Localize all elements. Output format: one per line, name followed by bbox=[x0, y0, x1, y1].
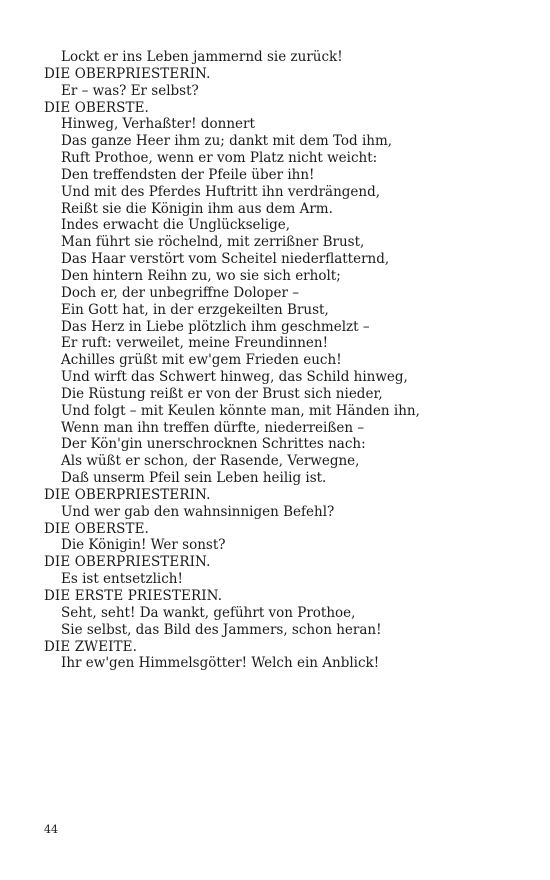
verse-line: Ruft Prothoe, wenn er vom Platz nicht weicht: bbox=[61, 150, 378, 167]
verse-line: Die Rüstung reißt er von der Brust sich nieder, bbox=[61, 385, 383, 402]
verse-line: Den treffendsten der Pfeile über ihn! bbox=[61, 166, 315, 183]
verse-line: Sie selbst, das Bild des Jammers, schon heran! bbox=[61, 621, 382, 638]
speaker-name: DIE OBERPRIESTERIN. bbox=[44, 486, 211, 503]
verse-line: Das Herz in Liebe plötzlich ihm geschmelzt – bbox=[61, 318, 370, 335]
verse-line: Seht, seht! Da wankt, geführt von Prothoe, bbox=[61, 604, 356, 621]
verse-line: Er – was? Er selbst? bbox=[61, 82, 199, 99]
verse-line: Ein Gott hat, in der erzgekeilten Brust, bbox=[61, 301, 329, 318]
verse-line: Indes erwacht die Unglückselige, bbox=[61, 217, 291, 234]
verse-line: Wenn man ihn treffen dürfte, niederreißen – bbox=[61, 419, 365, 436]
verse-line: Und wirft das Schwert hinweg, das Schild hinweg, bbox=[61, 369, 408, 386]
verse-line: Den hintern Reihn zu, wo sie sich erholt; bbox=[61, 267, 341, 284]
verse-line: Hinweg, Verhaßter! donnert bbox=[61, 116, 255, 133]
speaker-name: DIE OBERPRIESTERIN. bbox=[44, 554, 211, 571]
verse-line: Doch er, der unbegriffne Doloper – bbox=[61, 284, 299, 301]
verse-line: Und folgt – mit Keulen könnte man, mit Händen ihn, bbox=[61, 402, 420, 419]
speaker-name: DIE OBERPRIESTERIN. bbox=[44, 65, 211, 82]
verse-line: Die Königin! Wer sonst? bbox=[61, 537, 226, 554]
speaker-name: DIE ERSTE PRIESTERIN. bbox=[44, 588, 223, 604]
drama-text bbox=[44, 49, 534, 672]
speaker-name: DIE ZWEITE. bbox=[44, 638, 137, 655]
verse-line: Achilles grüßt mit ew'gem Frieden euch! bbox=[61, 352, 342, 369]
verse-line: Das ganze Heer ihm zu; dankt mit dem Tod ihm, bbox=[61, 133, 393, 150]
verse-line: Daß unserm Pfeil sein Leben heilig ist. bbox=[61, 470, 327, 487]
verse-line: Er ruft: verweilet, meine Freundinnen! bbox=[61, 335, 328, 352]
verse-line: Lockt er ins Leben jammernd sie zurück! bbox=[61, 49, 343, 65]
verse-line: Der Kön'gin unerschrocknen Schrittes nach: bbox=[61, 436, 366, 453]
speaker-name: DIE OBERSTE. bbox=[44, 520, 149, 537]
verse-line: Als wüßt er schon, der Rasende, Verwegne, bbox=[61, 453, 360, 470]
verse-line: Und mit des Pferdes Huftritt ihn verdrängend, bbox=[61, 183, 381, 200]
verse-line: Das Haar verstört vom Scheitel niederflatternd, bbox=[61, 251, 390, 268]
verse-line: Reißt sie die Königin ihm aus dem Arm. bbox=[61, 200, 333, 217]
speaker-name: DIE OBERSTE. bbox=[44, 99, 149, 116]
verse-line: Ihr ew'gen Himmelsgötter! Welch ein Anblick! bbox=[61, 655, 380, 672]
verse-line: Und wer gab den wahnsinnigen Befehl? bbox=[61, 503, 335, 520]
verse-line: Es ist entsetzlich! bbox=[61, 571, 183, 588]
verse-line: Man führt sie röchelnd, mit zerrißner Brust, bbox=[61, 234, 365, 251]
page-number: 44 bbox=[44, 823, 58, 836]
